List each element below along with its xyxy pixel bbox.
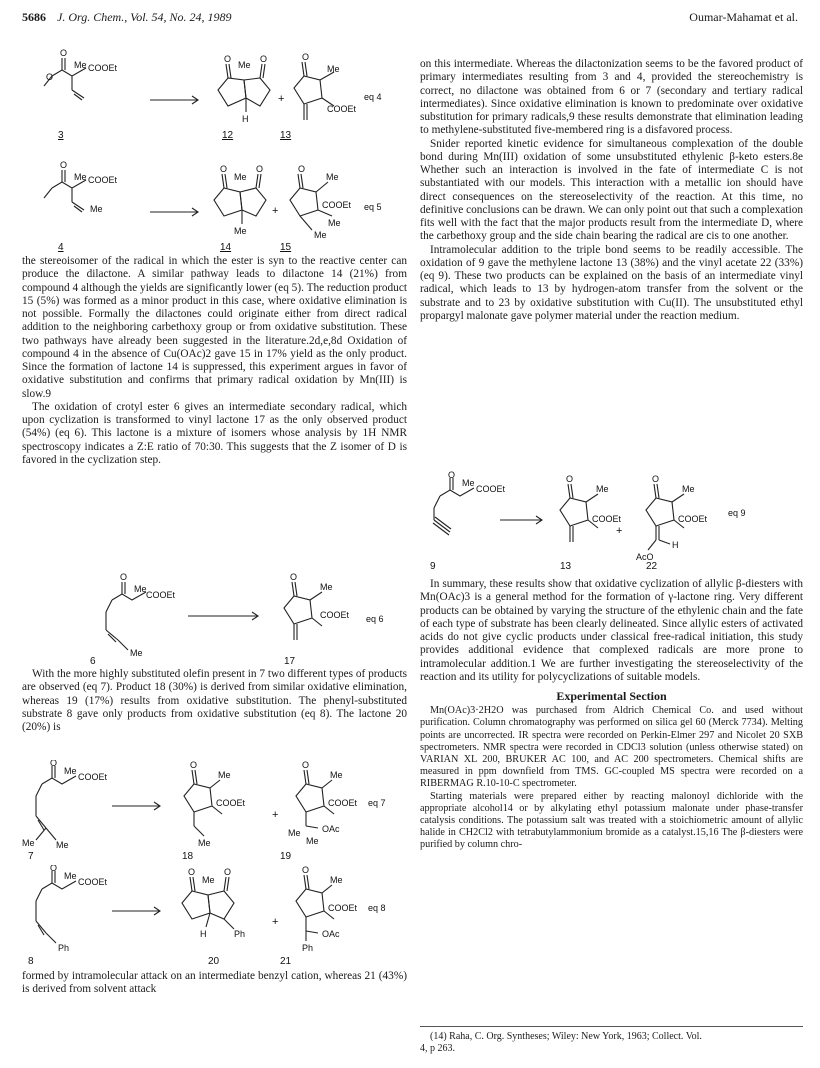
left-para-4: formed by intramolecular attack on an intermediate benzyl cation, whereas 21 (43%) is derived from solvent attack (22, 970, 407, 996)
svg-text:7: 7 (28, 851, 34, 860)
svg-text:COOEt: COOEt (78, 772, 108, 782)
right-para-1: on this intermediate. Whereas the dilactonization seems to be the favored product of primary intermediates resulting from 3 and 4, provided the stereochemistry is correct, no dilactone was obtained from 6 or 7 (secondary and tertiary radical intermediates). Since oxidative elimination is known to predominate over oxidative substitution for primary radicals,9 these results demonstrate that elimination leading to methylene-substituted five-membered ring is a disfavored process. (420, 58, 803, 137)
svg-text:Me: Me (238, 60, 251, 70)
svg-text:Ph: Ph (234, 929, 246, 939)
running-authors: Oumar-Mahamat et al. (689, 10, 798, 24)
eq4-cmpd-12: 12 (222, 130, 234, 140)
svg-text:O: O (260, 54, 268, 64)
left-column-bottom (22, 970, 407, 997)
svg-text:O: O (224, 54, 232, 64)
svg-text:COOEt: COOEt (146, 590, 176, 600)
experimental-section-title: Experimental Section (556, 689, 667, 703)
svg-text:6: 6 (90, 656, 96, 665)
svg-text:21: 21 (280, 956, 292, 965)
svg-text:Me: Me (218, 770, 231, 780)
svg-text:Me: Me (327, 64, 340, 74)
svg-text:OAc: OAc (322, 929, 340, 939)
svg-text:COOEt: COOEt (320, 610, 350, 620)
svg-text:COOEt: COOEt (88, 175, 118, 185)
svg-text:COOEt: COOEt (327, 104, 357, 114)
svg-text:Me: Me (198, 838, 211, 848)
svg-text:Me: Me (330, 770, 343, 780)
svg-text:Me: Me (682, 484, 695, 494)
eq9-structures (420, 470, 803, 570)
eq6-label: eq 6 (366, 614, 384, 624)
svg-text:H: H (242, 114, 249, 124)
svg-text:+: + (272, 205, 279, 217)
svg-text:O: O (302, 760, 310, 770)
svg-text:O: O (256, 164, 264, 174)
svg-text:COOEt: COOEt (78, 877, 108, 887)
svg-text:O: O (190, 760, 198, 770)
svg-text:Me: Me (130, 648, 143, 658)
page-number: 5686 (22, 10, 46, 24)
footnote-line-2: 4, p 263. (420, 1043, 455, 1054)
svg-text:+: + (278, 93, 285, 105)
svg-text:Ph: Ph (58, 943, 70, 953)
svg-text:O: O (652, 474, 660, 484)
eq4-structures (22, 28, 407, 140)
eq7-structures (22, 760, 407, 860)
svg-text:Ph: Ph (302, 943, 314, 953)
svg-text:O: O (448, 470, 456, 480)
svg-text:17: 17 (284, 656, 296, 665)
svg-text:Me: Me (90, 204, 103, 214)
svg-text:Me: Me (288, 828, 301, 838)
experimental-para-2: Starting materials were prepared either by reacting malonoyl dichloride with the appropriate alcohol14 or by alkylating ethyl potassium malonate under phase-transfer catalysis conditions. The potassium salt was treated with a stoichiometric amount of allylic halide in CH2Cl2 with tetrabutylammonium bromide as a catalyst.15,16 The β-diesters were purified by column chro- (420, 790, 803, 851)
svg-text:H: H (200, 929, 207, 939)
svg-text:Me: Me (234, 226, 247, 236)
right-para-3: Intramolecular addition to the triple bond seems to be readily accessible. The oxidation of 9 gave the methylene lactone 13 (38%) and the vinyl acetate 22 (33%) (eq 9). These two products can be explained on the basis of an intermediate vinyl radical, which leads to 13 by hydrogen-atom transfer from the solvent or the substrate and to 23 by oxidative substitution with Cu(II). The unsubstituted ethyl propargyl malonate gave polymer material under the reaction medium. (420, 243, 803, 322)
svg-text:O: O (302, 52, 310, 62)
scheme-eq8 (22, 865, 407, 965)
svg-text:8: 8 (28, 956, 34, 965)
right-column (420, 58, 803, 323)
eq8-structures (22, 865, 407, 965)
svg-text:4: 4 (58, 242, 64, 253)
svg-text:Me: Me (64, 871, 77, 881)
svg-text:OAc: OAc (322, 824, 340, 834)
svg-text:+: + (616, 525, 623, 537)
left-para-2: The oxidation of crotyl ester 6 gives an intermediate secondary radical, which upon cyclization is transformed to vinyl lactone 17 as the only observed product (54%) (eq 6). This lactone is a mixture of isomers whose analysis by 1H NMR spectroscopy indicates a Z:E ratio of 70:30. This suggests that the Z isomer of D is favored in the cyclization step. (22, 400, 407, 466)
left-column-mid (22, 668, 407, 734)
svg-text:Me: Me (64, 766, 77, 776)
svg-text:O: O (50, 760, 58, 768)
svg-text:14: 14 (220, 242, 232, 253)
left-para-1: the stereoisomer of the radical in which the ester is syn to the reactive center can produce the dilactone. A similar pathway leads to dilactone 14 (21%) from compound 4 although the yields are significantly lower (eq 5). The reduction product 15 (5%) was formed as a minor product in this case, where oxidative elimination is not possible. Formally the dilactones could originate either from direct radical addition to the neighboring carbethoxy group or from oxidative substitution. These two pathways have already been suggested in the literature.2d,e,8d Oxidation of compound 4 in the absence of Cu(OAc)2 gave 15 in 17% yield as the only product. Since the formation of lactone 14 is suppressed, this experiment argues in favor of oxidative substitution and confirms that primary radical oxidation by Mn(III) is slow.9 (22, 255, 407, 400)
svg-text:Me: Me (22, 838, 35, 848)
svg-text:O: O (120, 572, 128, 582)
scheme-eq9 (420, 470, 803, 570)
svg-text:Me: Me (330, 875, 343, 885)
svg-text:Me: Me (328, 218, 341, 228)
svg-text:COOEt: COOEt (328, 798, 358, 808)
svg-text:Me: Me (56, 840, 69, 850)
left-column (22, 255, 407, 467)
svg-text:COOEt: COOEt (678, 514, 708, 524)
journal-citation: J. Org. Chem., Vol. 54, No. 24, 1989 (57, 10, 232, 24)
svg-text:Me: Me (134, 584, 147, 594)
right-para-4: In summary, these results show that oxidative cyclization of allylic β-diesters with Mn(OAc)3 is a general method for the formation of γ-lactone ring. Very different products can be obtained by varying the structure of the ethylenic chain and the fate of each type of substrate has been clearly delineated. Since allylic esters of activated acids do not give cyclic products under classical free-radical initiation, this study provides additional evidence that complexed radicals are more prone to intramolecular addition.1 We are further investigating the stereoselectivity of the reaction and its utility for polycyclizations of suitable models. (420, 578, 803, 683)
eq8-label: eq 8 (368, 903, 386, 913)
svg-text:Me: Me (306, 836, 319, 846)
svg-text:O: O (224, 867, 232, 877)
svg-text:COOEt: COOEt (322, 200, 352, 210)
svg-text:+: + (272, 916, 279, 928)
eq5-label: eq 5 (364, 202, 382, 212)
svg-text:H: H (672, 540, 679, 550)
svg-text:O: O (290, 572, 298, 582)
svg-text:Me: Me (326, 172, 339, 182)
svg-text:18: 18 (182, 851, 194, 860)
eq4-o: O (60, 48, 68, 58)
svg-text:Me: Me (234, 172, 247, 182)
svg-text:O: O (188, 867, 196, 877)
svg-text:O: O (220, 164, 228, 174)
svg-text:Me: Me (462, 478, 475, 488)
scheme-eq7 (22, 760, 407, 860)
eq4-o2: O (46, 72, 54, 82)
eq4-cmpd-13: 13 (280, 130, 292, 140)
page-header (22, 10, 798, 25)
scheme-eq6 (22, 570, 407, 665)
right-column-lower (420, 578, 803, 852)
eq9-label: eq 9 (728, 508, 746, 518)
svg-text:O: O (298, 164, 306, 174)
scheme-eq4 (22, 28, 407, 140)
svg-text:20: 20 (208, 956, 220, 965)
svg-text:13: 13 (560, 561, 572, 570)
svg-text:22: 22 (646, 561, 658, 570)
svg-text:Me: Me (74, 172, 87, 182)
footnote-14 (420, 1026, 803, 1055)
eq5-structures (22, 150, 407, 254)
left-para-3: With the more highly substituted olefin present in 7 two different types of products are observed (eq 7). Product 18 (30%) is derived from similar oxidative elimination, whereas 19 (17%) results from oxidative substitution. The phenyl-substituted substrate 8 gave only products from oxidative substitution (eq 8). The lactone 20 (20%) is (22, 668, 407, 733)
svg-text:Me: Me (202, 875, 215, 885)
svg-text:+: + (272, 809, 279, 821)
svg-text:Me: Me (320, 582, 333, 592)
eq6-structures (22, 570, 407, 665)
eq7-label: eq 7 (368, 798, 386, 808)
svg-text:COOEt: COOEt (592, 514, 622, 524)
svg-text:COOEt: COOEt (328, 903, 358, 913)
svg-text:COOEt: COOEt (216, 798, 246, 808)
svg-text:9: 9 (430, 561, 436, 570)
svg-text:19: 19 (280, 851, 292, 860)
svg-text:COOEt: COOEt (476, 484, 506, 494)
svg-text:15: 15 (280, 242, 292, 253)
eq4-cmpd-3: 3 (58, 130, 64, 140)
footnote-line-1: (14) Raha, C. Org. Syntheses; Wiley: New York, 1963; Collect. Vol. (430, 1031, 702, 1042)
eq4-me: Me (74, 60, 87, 70)
svg-text:O: O (566, 474, 574, 484)
svg-text:AcO: AcO (636, 552, 654, 562)
scheme-eq5 (22, 150, 407, 254)
svg-text:O: O (50, 865, 58, 873)
svg-text:O: O (302, 865, 310, 875)
svg-text:Me: Me (596, 484, 609, 494)
svg-text:O: O (60, 160, 68, 170)
svg-text:Me: Me (314, 230, 327, 240)
eq4-label: eq 4 (364, 92, 382, 102)
eq4-cooet: COOEt (88, 63, 118, 73)
experimental-para-1: Mn(OAc)3·2H2O was purchased from Aldrich Chemical Co. and used without purification. Column chromatography was performed on silica gel 60 (Merck 7734). Melting points are uncorrected. IR spectra were recorded on Perkin-Elmer 297 and Nicolet 20 SXB spectrometers. NMR spectra were recorded in CDCl3 solution (unless otherwise stated) on VARIAN XL 200, BRUKER AC 100, and AC 200 spectrometers. Chemical shifts are measured in ppm downfield from TMS. GC-coupled MS spectra were recorded on a RIBERMAG R.10-10-C spectrometer. (420, 705, 803, 790)
right-para-2: Snider reported kinetic evidence for simultaneous complexation of the double bond during Mn(III) oxidation of some unsubstituted ethylenic β-keto esters.8e Whether such an interaction is involved in the fate of intermediate C is not substantiated with our models. This interaction with a metallic ion should have direct consequences on the stereoselectivity of the reaction. At this time, no definitive conclusions can be drawn. We can only point out that such a complexation fits well with the fact that the major products result from the intermediate D, where the carbethoxy group and the side chain bearing the radical are cis to one another. (420, 137, 803, 243)
